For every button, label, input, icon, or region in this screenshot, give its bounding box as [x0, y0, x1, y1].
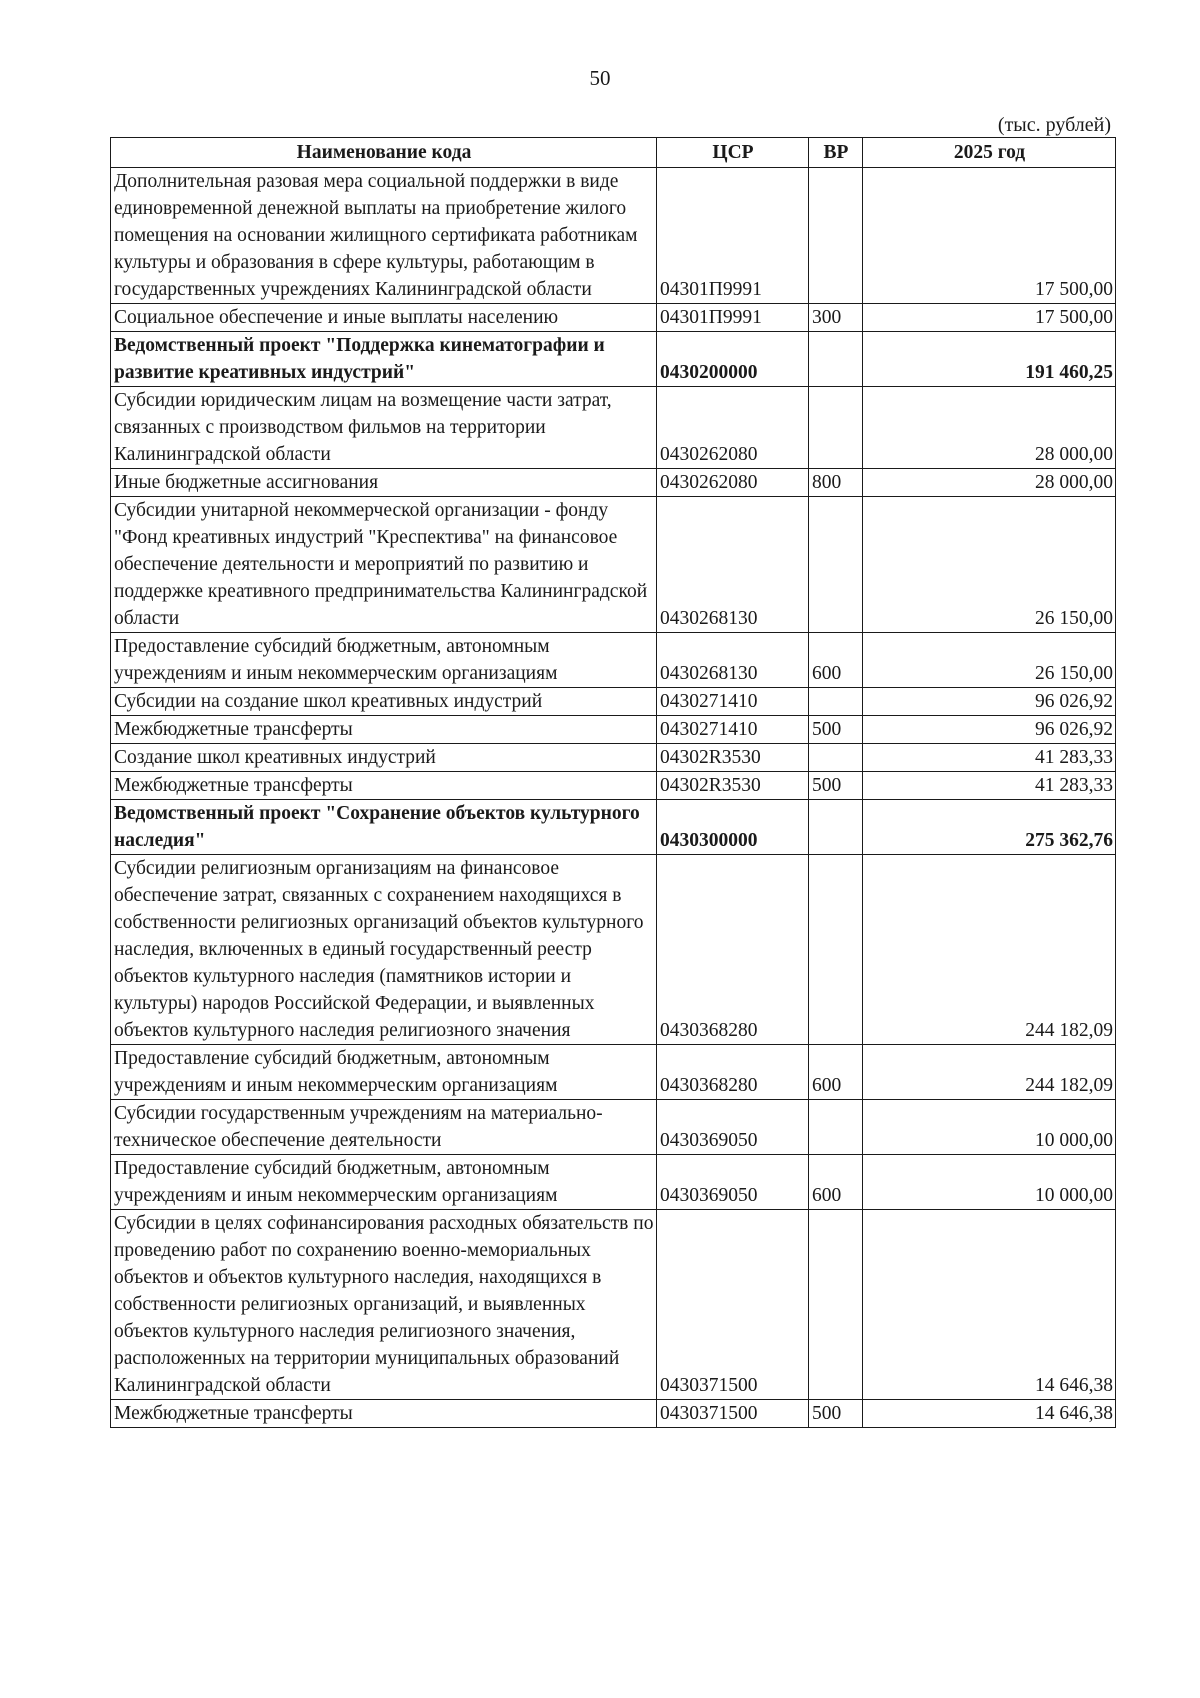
- row-vr-cell: 500: [809, 716, 863, 744]
- row-name-cell: Межбюджетные трансферты: [111, 716, 657, 744]
- table-row: [111, 1400, 1116, 1428]
- row-code-cell: 0430368280: [657, 855, 809, 1045]
- row-amount-cell: 275 362,76: [863, 800, 1116, 855]
- row-amount-cell: 14 646,38: [863, 1400, 1116, 1428]
- row-name-cell: Иные бюджетные ассигнования: [111, 469, 657, 497]
- row-amount-cell: 28 000,00: [863, 387, 1116, 469]
- table-row: [111, 716, 1116, 744]
- row-code-cell: 0430200000: [657, 332, 809, 387]
- row-vr-cell: [809, 855, 863, 1045]
- row-amount-cell: 96 026,92: [863, 716, 1116, 744]
- table-row: [111, 772, 1116, 800]
- row-vr-cell: [809, 332, 863, 387]
- row-code-cell: 0430369050: [657, 1155, 809, 1210]
- table-row: [111, 469, 1116, 497]
- header-name: Наименование кода: [111, 138, 657, 168]
- row-vr-cell: 600: [809, 1155, 863, 1210]
- row-code-cell: 0430368280: [657, 1045, 809, 1100]
- row-vr-cell: 800: [809, 469, 863, 497]
- budget-table: [110, 137, 1116, 1428]
- units-label: (тыс. рублей): [997, 114, 1111, 136]
- row-vr-cell: 600: [809, 1045, 863, 1100]
- row-name-cell: Предоставление субсидий бюджетным, автономным учреждениям и иным некоммерческим организациям: [111, 1045, 657, 1100]
- header-code: ЦСР: [657, 138, 809, 168]
- row-amount-cell: 28 000,00: [863, 469, 1116, 497]
- row-amount-cell: 17 500,00: [863, 168, 1116, 304]
- row-code-cell: 0430300000: [657, 800, 809, 855]
- table-row: [111, 1155, 1116, 1210]
- row-name-cell: Ведомственный проект "Поддержка кинематографии и развитие креативных индустрий": [111, 332, 657, 387]
- row-vr-cell: [809, 744, 863, 772]
- row-vr-cell: [809, 497, 863, 633]
- row-amount-cell: 14 646,38: [863, 1210, 1116, 1400]
- row-code-cell: 0430371500: [657, 1400, 809, 1428]
- header-vr: ВР: [809, 138, 863, 168]
- row-vr-cell: 500: [809, 1400, 863, 1428]
- table-row: [111, 332, 1116, 387]
- row-amount-cell: 41 283,33: [863, 744, 1116, 772]
- row-amount-cell: 26 150,00: [863, 633, 1116, 688]
- row-name-cell: Межбюджетные трансферты: [111, 772, 657, 800]
- row-name-cell: Предоставление субсидий бюджетным, автономным учреждениям и иным некоммерческим организациям: [111, 1155, 657, 1210]
- row-code-cell: 04302R3530: [657, 772, 809, 800]
- table-row: [111, 1100, 1116, 1155]
- table-row: [111, 855, 1116, 1045]
- row-vr-cell: [809, 168, 863, 304]
- row-code-cell: 0430369050: [657, 1100, 809, 1155]
- table-row: [111, 387, 1116, 469]
- row-code-cell: 04301П9991: [657, 304, 809, 332]
- table-body: [111, 168, 1116, 1428]
- table-row: [111, 688, 1116, 716]
- row-amount-cell: 10 000,00: [863, 1155, 1116, 1210]
- row-name-cell: Межбюджетные трансферты: [111, 1400, 657, 1428]
- table-row: [111, 304, 1116, 332]
- row-name-cell: Субсидии государственным учреждениям на материально-техническое обеспечение деятельности: [111, 1100, 657, 1155]
- row-vr-cell: 300: [809, 304, 863, 332]
- table-row: [111, 1045, 1116, 1100]
- row-name-cell: Субсидии в целях софинансирования расходных обязательств по проведению работ по сохранению военно-мемориальных объектов и объектов культурного наследия, находящихся в собственности религиозных организаций, и выявленных объектов культурного наследия религиозного значения, расположенных на территории муниципальных образований Калининградской области: [111, 1210, 657, 1400]
- row-name-cell: Субсидии унитарной некоммерческой организации - фонду "Фонд креативных индустрий "Креспектива" на финансовое обеспечение деятельности и мероприятий по развитию и поддержке креативного предпринимательства Калининградской области: [111, 497, 657, 633]
- row-name-cell: Предоставление субсидий бюджетным, автономным учреждениям и иным некоммерческим организациям: [111, 633, 657, 688]
- row-vr-cell: [809, 800, 863, 855]
- row-amount-cell: 244 182,09: [863, 855, 1116, 1045]
- row-vr-cell: 600: [809, 633, 863, 688]
- table-row: [111, 1210, 1116, 1400]
- table-row: [111, 168, 1116, 304]
- row-code-cell: 0430262080: [657, 469, 809, 497]
- row-amount-cell: 244 182,09: [863, 1045, 1116, 1100]
- row-code-cell: 0430268130: [657, 633, 809, 688]
- row-amount-cell: 10 000,00: [863, 1100, 1116, 1155]
- row-name-cell: Дополнительная разовая мера социальной поддержки в виде единовременной денежной выплаты на приобретение жилого помещения на основании жилищного сертификата работникам культуры и образования в сфере культуры, работающим в государственных учреждениях Калининградской области: [111, 168, 657, 304]
- row-vr-cell: [809, 688, 863, 716]
- row-code-cell: 0430262080: [657, 387, 809, 469]
- table-row: [111, 497, 1116, 633]
- table-row: [111, 800, 1116, 855]
- table-header-row: [111, 138, 1116, 168]
- row-vr-cell: [809, 387, 863, 469]
- row-amount-cell: 191 460,25: [863, 332, 1116, 387]
- row-code-cell: 0430268130: [657, 497, 809, 633]
- header-amount: 2025 год: [863, 138, 1116, 168]
- row-vr-cell: [809, 1210, 863, 1400]
- row-vr-cell: 500: [809, 772, 863, 800]
- row-name-cell: Социальное обеспечение и иные выплаты населению: [111, 304, 657, 332]
- table-row: [111, 744, 1116, 772]
- row-amount-cell: 96 026,92: [863, 688, 1116, 716]
- row-code-cell: 0430271410: [657, 688, 809, 716]
- row-name-cell: Создание школ креативных индустрий: [111, 744, 657, 772]
- row-vr-cell: [809, 1100, 863, 1155]
- row-amount-cell: 17 500,00: [863, 304, 1116, 332]
- row-code-cell: 04301П9991: [657, 168, 809, 304]
- table-row: [111, 633, 1116, 688]
- row-amount-cell: 41 283,33: [863, 772, 1116, 800]
- row-code-cell: 04302R3530: [657, 744, 809, 772]
- row-name-cell: Ведомственный проект "Сохранение объектов культурного наследия": [111, 800, 657, 855]
- page-number: 50: [589, 66, 611, 90]
- row-name-cell: Субсидии юридическим лицам на возмещение части затрат, связанных с производством фильмов на территории Калининградской области: [111, 387, 657, 469]
- row-amount-cell: 26 150,00: [863, 497, 1116, 633]
- row-code-cell: 0430271410: [657, 716, 809, 744]
- row-name-cell: Субсидии религиозным организациям на финансовое обеспечение затрат, связанных с сохранением находящихся в собственности религиозных организаций объектов культурного наследия, включенных в единый государственный реестр объектов культурного наследия (памятников истории и культуры) народов Российской Федерации, и выявленных объектов культурного наследия религиозного значения: [111, 855, 657, 1045]
- row-name-cell: Субсидии на создание школ креативных индустрий: [111, 688, 657, 716]
- row-code-cell: 0430371500: [657, 1210, 809, 1400]
